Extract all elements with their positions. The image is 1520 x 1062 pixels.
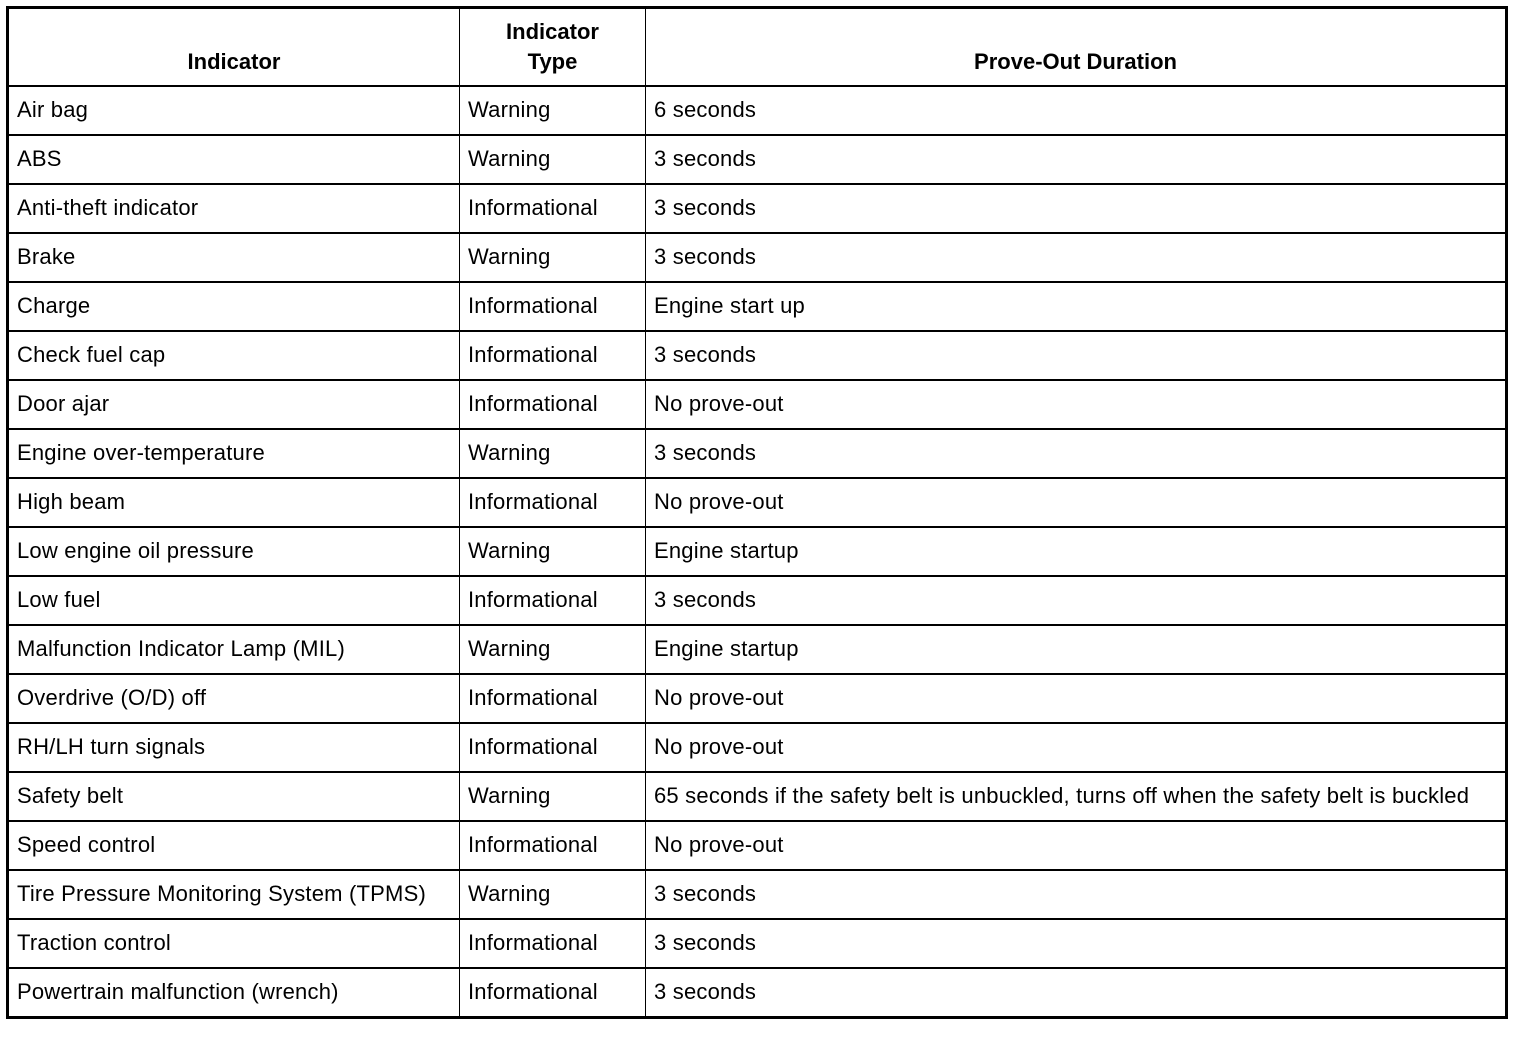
- cell-duration: 3 seconds: [646, 576, 1507, 625]
- cell-type: Informational: [460, 821, 646, 870]
- table-row: [8, 821, 1507, 870]
- cell-duration: 3 seconds: [646, 184, 1507, 233]
- cell-duration: 3 seconds: [646, 968, 1507, 1018]
- cell-duration: 3 seconds: [646, 870, 1507, 919]
- cell-type: Warning: [460, 86, 646, 135]
- cell-type: Informational: [460, 674, 646, 723]
- cell-type: Warning: [460, 233, 646, 282]
- cell-indicator: Check fuel cap: [8, 331, 460, 380]
- cell-indicator: Engine over-temperature: [8, 429, 460, 478]
- cell-duration: No prove-out: [646, 821, 1507, 870]
- table-body: [8, 86, 1507, 1018]
- table-row: [8, 723, 1507, 772]
- indicator-table: [6, 6, 1508, 1019]
- header-indicator: Indicator: [8, 8, 460, 87]
- cell-type: Warning: [460, 527, 646, 576]
- table-row: [8, 478, 1507, 527]
- cell-type: Informational: [460, 184, 646, 233]
- cell-indicator: High beam: [8, 478, 460, 527]
- cell-type: Informational: [460, 968, 646, 1018]
- table-row: [8, 233, 1507, 282]
- table-row: [8, 772, 1507, 821]
- cell-duration: 3 seconds: [646, 233, 1507, 282]
- header-indicator-type-line1: Indicator: [506, 19, 599, 44]
- table-header: [8, 8, 1507, 87]
- cell-type: Warning: [460, 135, 646, 184]
- table-row: [8, 331, 1507, 380]
- table-row: [8, 429, 1507, 478]
- cell-indicator: Door ajar: [8, 380, 460, 429]
- table-row: [8, 184, 1507, 233]
- table-row: [8, 380, 1507, 429]
- cell-indicator: Low fuel: [8, 576, 460, 625]
- table-row: [8, 86, 1507, 135]
- table-row: [8, 870, 1507, 919]
- cell-indicator: Air bag: [8, 86, 460, 135]
- table-row: [8, 968, 1507, 1018]
- cell-indicator: Overdrive (O/D) off: [8, 674, 460, 723]
- table-row: [8, 576, 1507, 625]
- cell-duration: 3 seconds: [646, 135, 1507, 184]
- cell-duration: 3 seconds: [646, 429, 1507, 478]
- cell-type: Informational: [460, 576, 646, 625]
- cell-duration: Engine start up: [646, 282, 1507, 331]
- cell-indicator: Powertrain malfunction (wrench): [8, 968, 460, 1018]
- table-row: [8, 527, 1507, 576]
- cell-indicator: RH/LH turn signals: [8, 723, 460, 772]
- table-row: [8, 282, 1507, 331]
- header-indicator-type: [460, 8, 646, 87]
- table-row: [8, 625, 1507, 674]
- cell-duration: 65 seconds if the safety belt is unbuckled, turns off when the safety belt is buckled: [646, 772, 1507, 821]
- header-row: [8, 8, 1507, 87]
- cell-indicator: Malfunction Indicator Lamp (MIL): [8, 625, 460, 674]
- cell-indicator: Safety belt: [8, 772, 460, 821]
- cell-indicator: ABS: [8, 135, 460, 184]
- cell-type: Informational: [460, 380, 646, 429]
- cell-duration: Engine startup: [646, 625, 1507, 674]
- cell-duration: No prove-out: [646, 723, 1507, 772]
- cell-duration: No prove-out: [646, 380, 1507, 429]
- cell-type: Informational: [460, 282, 646, 331]
- cell-type: Informational: [460, 919, 646, 968]
- cell-type: Warning: [460, 429, 646, 478]
- cell-indicator: Charge: [8, 282, 460, 331]
- cell-type: Informational: [460, 478, 646, 527]
- cell-indicator: Low engine oil pressure: [8, 527, 460, 576]
- table-row: [8, 674, 1507, 723]
- cell-type: Warning: [460, 625, 646, 674]
- table-row: [8, 135, 1507, 184]
- cell-type: Warning: [460, 870, 646, 919]
- cell-duration: 3 seconds: [646, 919, 1507, 968]
- cell-indicator: Traction control: [8, 919, 460, 968]
- cell-duration: No prove-out: [646, 674, 1507, 723]
- cell-duration: 6 seconds: [646, 86, 1507, 135]
- cell-indicator: Tire Pressure Monitoring System (TPMS): [8, 870, 460, 919]
- cell-duration: 3 seconds: [646, 331, 1507, 380]
- cell-indicator: Brake: [8, 233, 460, 282]
- header-indicator-type-line2: Type: [527, 49, 578, 74]
- cell-type: Warning: [460, 772, 646, 821]
- cell-type: Informational: [460, 723, 646, 772]
- table-row: [8, 919, 1507, 968]
- header-prove-out-duration: Prove-Out Duration: [646, 8, 1507, 87]
- cell-duration: No prove-out: [646, 478, 1507, 527]
- cell-duration: Engine startup: [646, 527, 1507, 576]
- cell-type: Informational: [460, 331, 646, 380]
- cell-indicator: Anti-theft indicator: [8, 184, 460, 233]
- cell-indicator: Speed control: [8, 821, 460, 870]
